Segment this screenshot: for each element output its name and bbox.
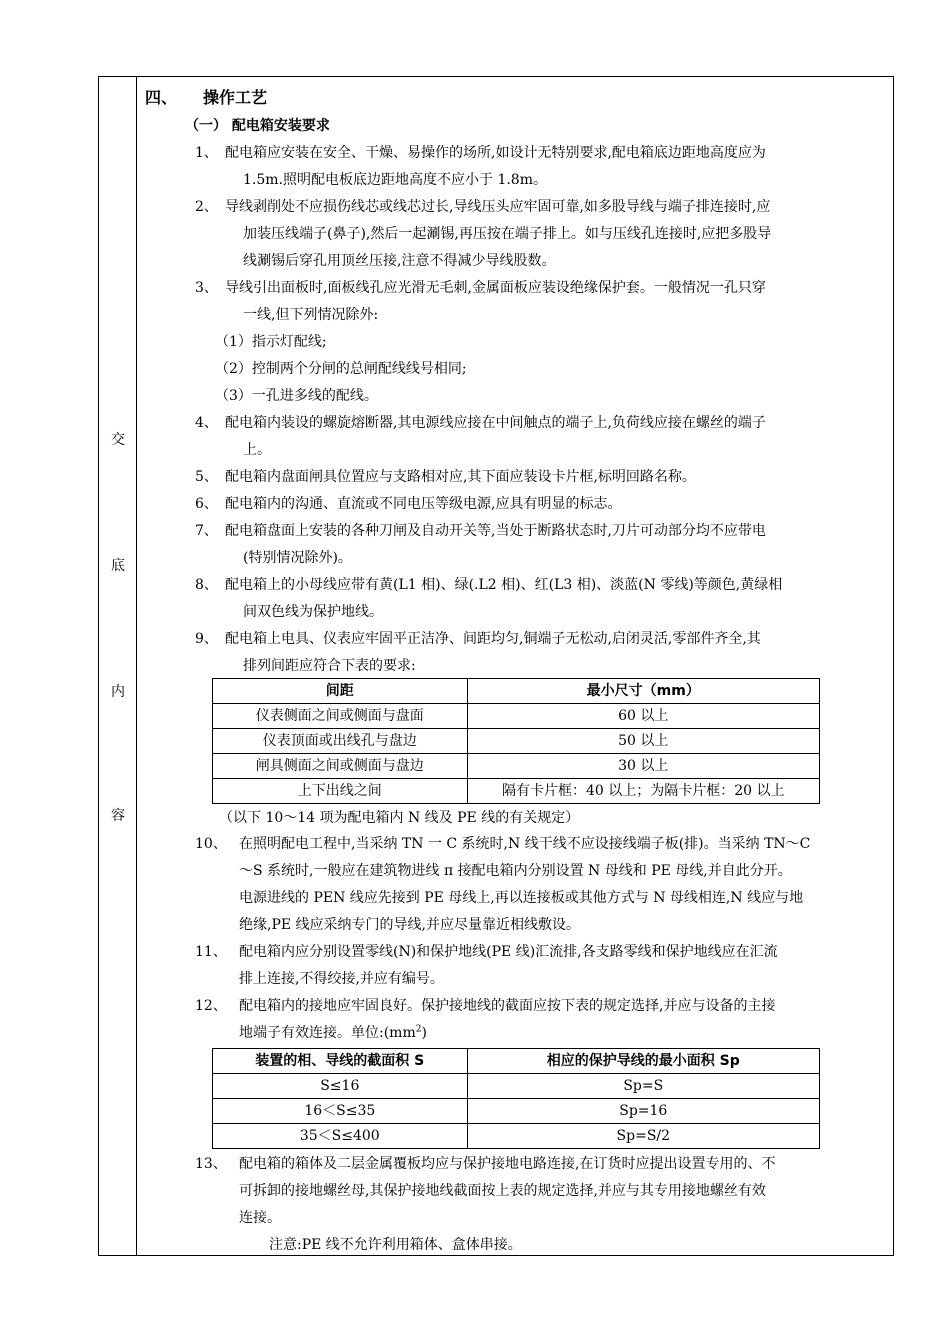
item-number: 3、	[195, 280, 218, 296]
table-header-cell: 间距	[213, 679, 468, 704]
item-text: 可拆卸的接地螺丝母,其保护接地线截面按上表的规定选择,并应与其专用接地螺丝有效	[239, 1183, 766, 1199]
left-label-column	[99, 77, 137, 1255]
item-number: 10、	[195, 836, 227, 852]
item-text: 一线,但下列情况除外:	[243, 307, 379, 323]
item-text: ～S 系统时,一般应在建筑物进线 π 接配电箱内分别设置 N 母线和 PE 母线,并自此分开。	[239, 863, 792, 879]
item-text: 连接。	[239, 1210, 281, 1226]
notice-text: 注意:PE 线不允许利用箱体、盒体串接。	[269, 1237, 522, 1253]
item-text: 绝缘,PE 线应采纳专门的导线,并应尽量靠近相线敷设。	[239, 917, 580, 933]
item-number: 11、	[195, 944, 227, 960]
table-header-cell: 相应的保护导线的最小面积 Sp	[467, 1049, 819, 1074]
item-text: 排列间距应符合下表的要求:	[243, 658, 416, 674]
content-area	[137, 77, 893, 1255]
section-title: 操作工艺	[203, 88, 268, 107]
table-cell: 50 以上	[467, 729, 819, 754]
table-cell: 35＜S≤400	[213, 1124, 468, 1149]
sub-item: （3）一孔进多线的配线。	[215, 388, 378, 404]
section-number: 四、	[145, 88, 178, 107]
table-cell: 仪表侧面之间或侧面与盘面	[213, 704, 468, 729]
item-number: 4、	[195, 415, 218, 431]
item-number: 7、	[195, 523, 218, 539]
item-text-part: 地端子有效连接。单位:(mm	[239, 1025, 416, 1041]
item-number: 9、	[195, 631, 218, 647]
item-text: 线涮锡后穿孔用顶丝压接,注意不得减少导线股数。	[243, 253, 556, 269]
subsection-title: （一） 配电箱安装要求	[185, 118, 330, 134]
sub-item: （2）控制两个分闸的总闸配线线号相同;	[215, 361, 467, 377]
item-text: 配电箱应安装在安全、干燥、易操作的场所,如设计无特别要求,配电箱底边距地高度应为	[225, 145, 766, 161]
item-text: 上。	[243, 442, 271, 458]
protective-conductor-table	[212, 1048, 820, 1149]
item-text-part: )	[421, 1025, 427, 1041]
table-cell: S≤16	[213, 1074, 468, 1099]
item-text: 在照明配电工程中,当采纳 TN 一 C 系统时,N 线干线不应设接线端子板(排)。当采纳 TN～C	[239, 836, 811, 852]
item-text: 1.5m.照明配电板底边距地高度不应小于 1.8m。	[243, 172, 547, 188]
superscript: 2	[415, 1024, 422, 1035]
item-text: 配电箱上的小母线应带有黄(L1 相)、绿(.L2 相)、红(L3 相)、淡蓝(N 零线)等颜色,黄绿相	[225, 577, 783, 593]
table-cell: 闸具侧面之间或侧面与盘边	[213, 754, 468, 779]
table-row	[213, 754, 820, 779]
table-cell: 隔有卡片框：40 以上；为隔卡片框：20 以上	[467, 779, 819, 804]
item-text: 配电箱的箱体及二层金属覆板均应与保护接地电路连接,在订货时应提出设置专用的、不	[239, 1156, 776, 1172]
item-text: 配电箱内的接地应牢固良好。保护接地线的截面应按下表的规定选择,并应与设备的主接	[239, 998, 776, 1014]
item-text: 加装压线端子(鼻子),然后一起涮锡,再压按在端子排上。如与压线孔连接时,应把多股导	[243, 226, 772, 242]
left-label-char: 内	[111, 684, 125, 700]
table-cell: 上下出线之间	[213, 779, 468, 804]
left-label-char: 容	[111, 808, 125, 824]
document-frame	[98, 76, 894, 1256]
table-cell: Sp=16	[467, 1099, 819, 1124]
item-text: 电源进线的 PEN 线应先接到 PE 母线上,再以连接板或其他方式与 N 母线相连,N 线应与地	[239, 890, 804, 906]
table-row	[213, 1099, 820, 1124]
table-cell: 30 以上	[467, 754, 819, 779]
table-row	[213, 704, 820, 729]
table-header-cell: 装置的相、导线的截面积 S	[213, 1049, 468, 1074]
table-header-row	[213, 1049, 820, 1074]
item-text: 配电箱内盘面闸具位置应与支路相对应,其下面应装设卡片框,标明回路名称。	[225, 469, 696, 485]
item-text: 排上连接,不得绞接,并应有编号。	[239, 971, 444, 987]
item-text: 配电箱盘面上安装的各种刀闸及自动开关等,当处于断路状态时,刀片可动部分均不应带电	[225, 523, 766, 539]
table-header-cell: 最小尺寸（mm）	[467, 679, 819, 704]
left-label-char: 交	[111, 432, 125, 448]
table-row	[213, 1074, 820, 1099]
item-text: 配电箱上电具、仪表应牢固平正洁净、间距均匀,铜端子无松动,启闭灵活,零部件齐全,其	[225, 631, 761, 647]
item-text: 导线剥削处不应损伤线芯或线芯过长,导线压头应牢固可靠,如多股导线与端子排连接时,应	[225, 199, 771, 215]
item-number: 13、	[195, 1156, 227, 1172]
item-text: 导线引出面板时,面板线孔应光滑无毛刺,金属面板应装设绝缘保护套。一般情况一孔只穿	[225, 280, 766, 296]
left-label-char: 底	[111, 558, 125, 574]
item-text: 配电箱内装设的螺旋熔断器,其电源线应接在中间触点的端子上,负荷线应接在螺丝的端子	[225, 415, 766, 431]
table-header-row	[213, 679, 820, 704]
item-number: 6、	[195, 496, 218, 512]
item-number: 1、	[195, 145, 218, 161]
sub-item: （1）指示灯配线;	[215, 334, 327, 350]
table-row	[213, 1124, 820, 1149]
spacing-table	[212, 678, 820, 804]
table-row	[213, 779, 820, 804]
item-text: 间双色线为保护地线。	[243, 604, 383, 620]
item-text: (特别情况除外)。	[243, 550, 352, 566]
table-row	[213, 729, 820, 754]
table-cell: 60 以上	[467, 704, 819, 729]
note-text: （以下 10～14 项为配电箱内 N 线及 PE 线的有关规定）	[219, 810, 580, 826]
table-cell: Sp=S/2	[467, 1124, 819, 1149]
item-text	[239, 1023, 427, 1043]
item-number: 8、	[195, 577, 218, 593]
item-number: 2、	[195, 199, 218, 215]
item-text: 配电箱内的沟通、直流或不同电压等级电源,应具有明显的标志。	[225, 496, 622, 512]
item-number: 5、	[195, 469, 218, 485]
item-number: 12、	[195, 998, 227, 1014]
table-cell: 仪表顶面或出线孔与盘边	[213, 729, 468, 754]
item-text: 配电箱内应分别设置零线(N)和保护地线(PE 线)汇流排,各支路零线和保护地线应在汇流	[239, 944, 778, 960]
table-cell: 16＜S≤35	[213, 1099, 468, 1124]
table-cell: Sp=S	[467, 1074, 819, 1099]
